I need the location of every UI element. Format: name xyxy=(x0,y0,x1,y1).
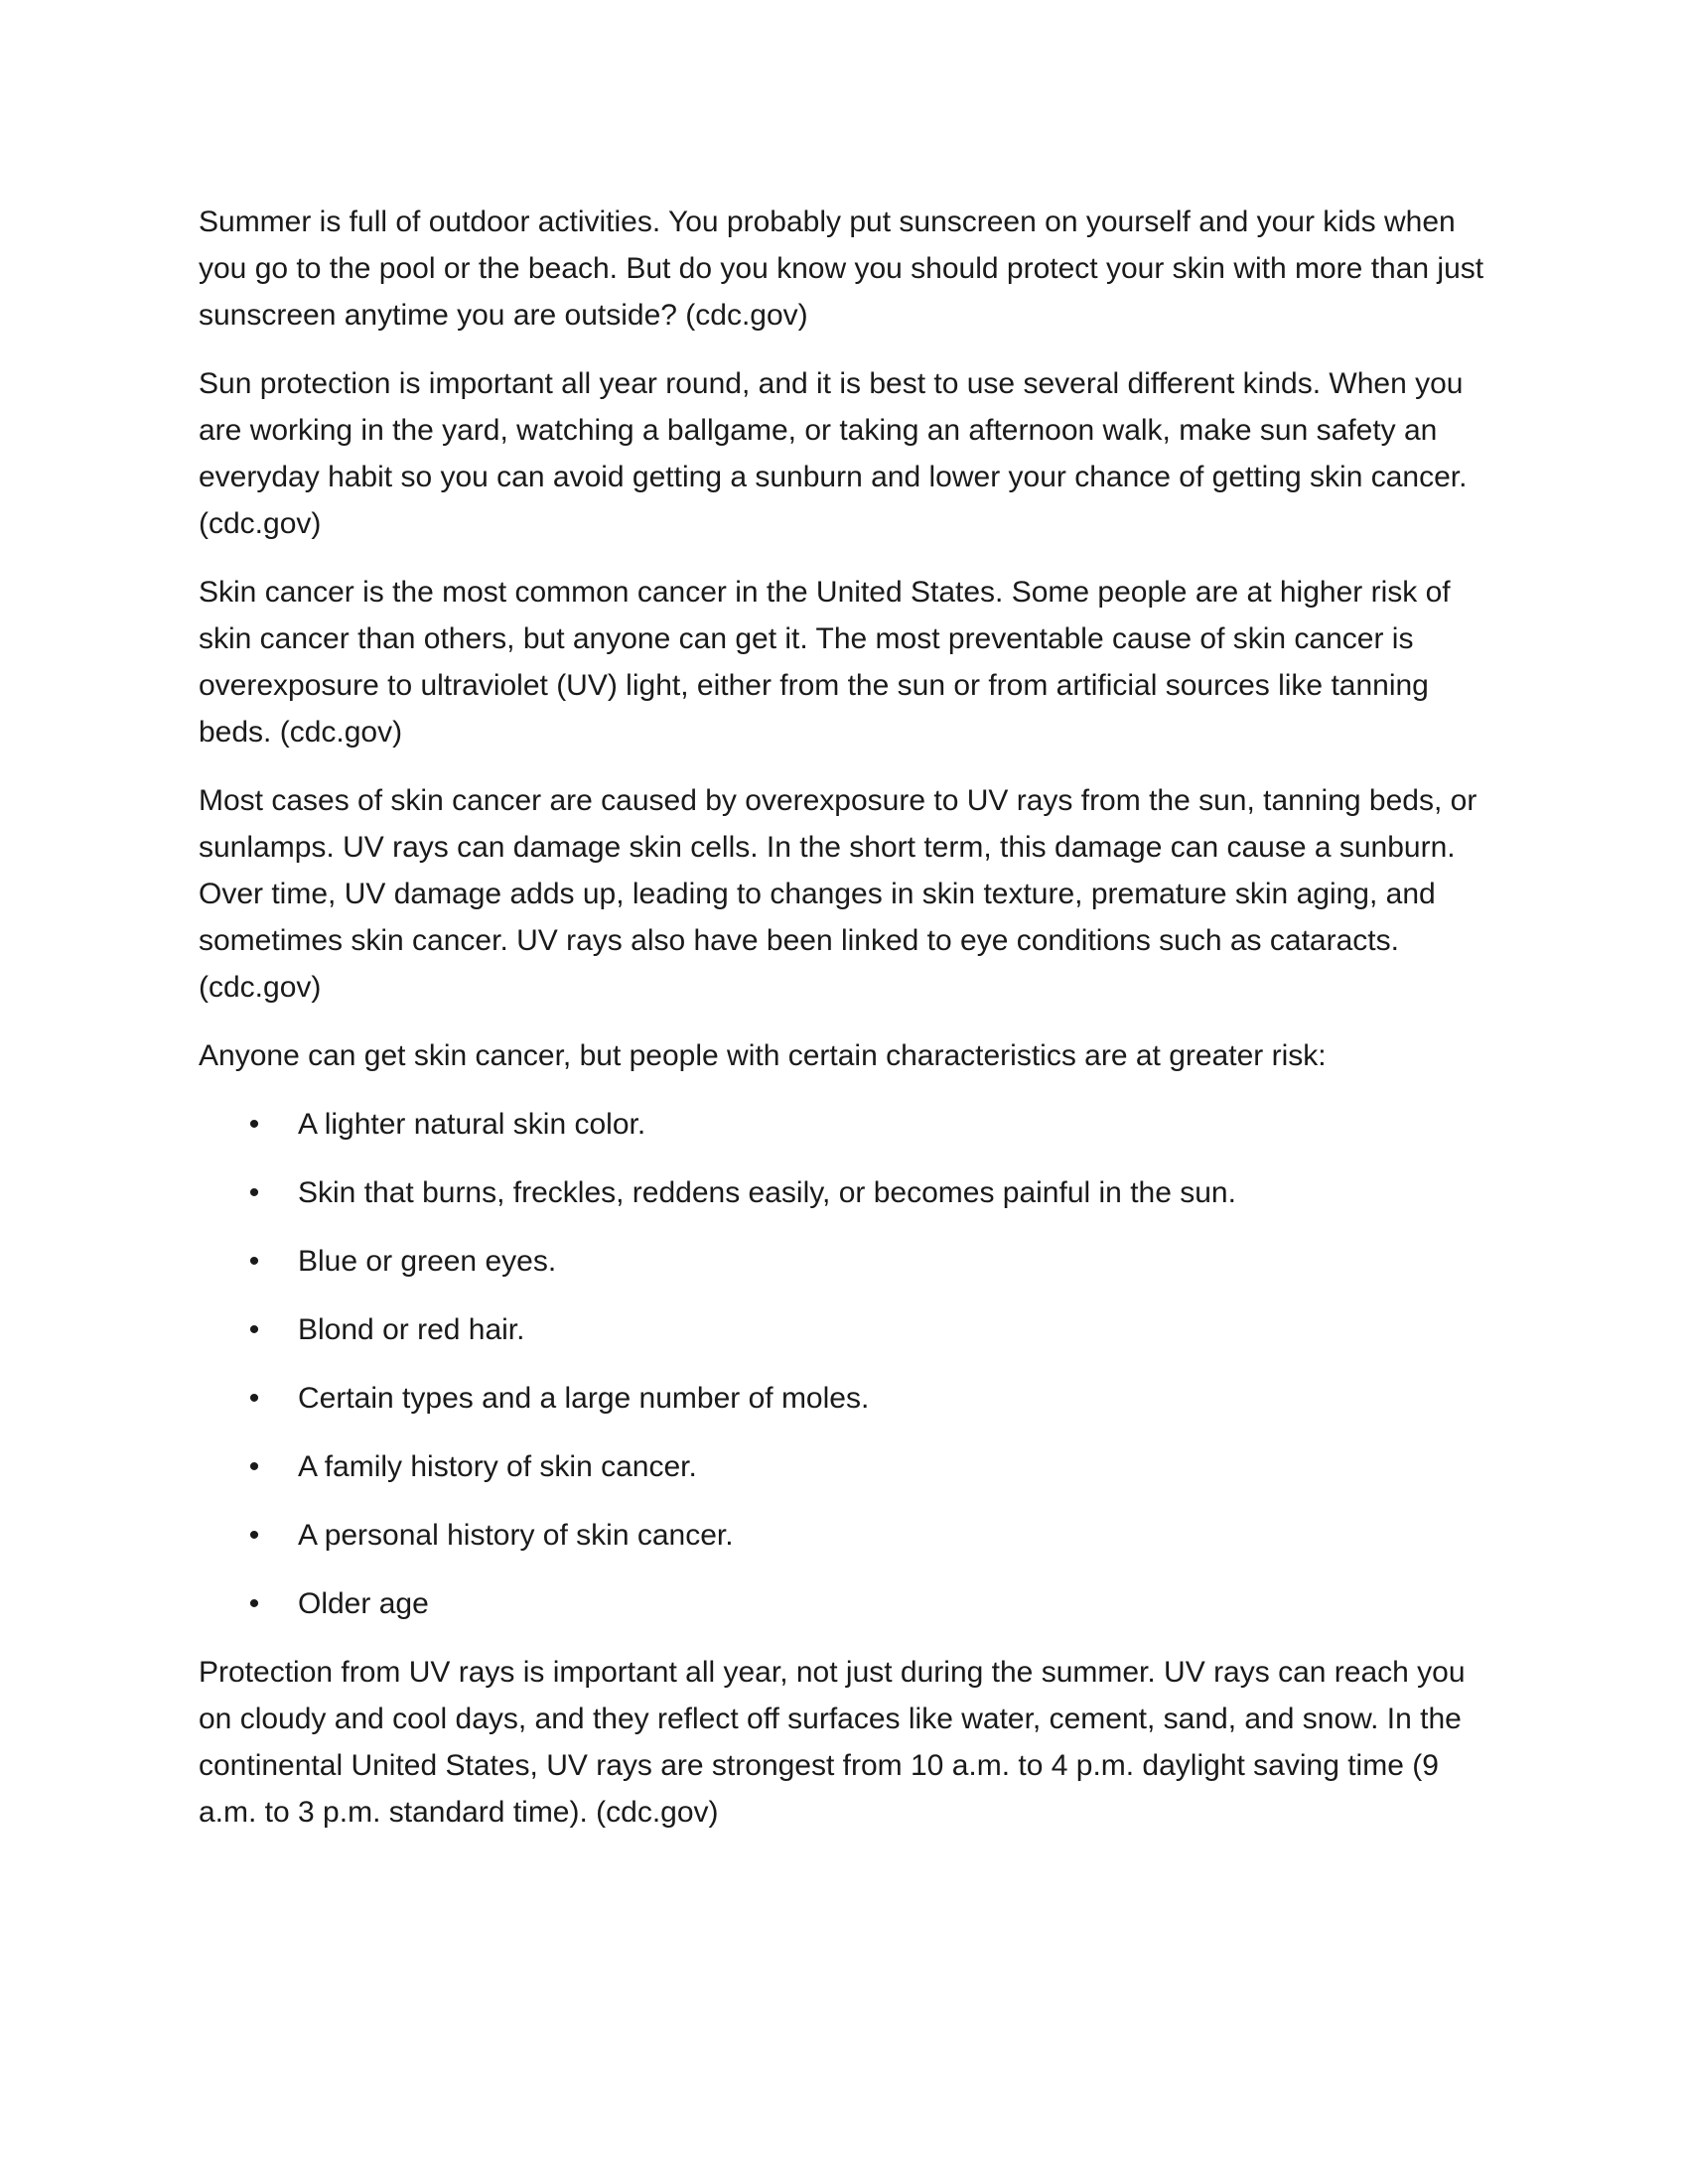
bullet-icon: • xyxy=(248,1587,260,1620)
paragraph-risk-intro: Anyone can get skin cancer, but people with certain characteristics are at greater risk: xyxy=(199,1039,1327,1072)
list-item xyxy=(199,1443,1489,1490)
bullet-icon: • xyxy=(248,1519,260,1552)
list-item xyxy=(199,1238,1489,1285)
paragraph-sun-protection: Sun protection is important all year round, and it is best to use several different kinds. When you are working in the yard, watching a ballgame, or taking an afternoon walk, make sun safety an everyday habit so you can avoid getting a sunburn and lower your chance of getting skin cancer. (cdc.gov) xyxy=(199,367,1468,540)
list-item xyxy=(199,1512,1489,1559)
list-item xyxy=(199,1580,1489,1627)
list-item-text: A family history of skin cancer. xyxy=(298,1450,697,1483)
paragraph-uv-damage: Most cases of skin cancer are caused by overexposure to UV rays from the sun, tanning beds, or sunlamps. UV rays can damage skin cells. In the short term, this damage can cause a sunburn. Over time, UV damage adds up, leading to changes in skin texture, premature skin aging, and sometimes skin cancer. UV rays also have been linked to eye conditions such as cataracts. (cdc.gov) xyxy=(199,784,1477,1004)
list-item xyxy=(199,1101,1489,1148)
list-item-text: A lighter natural skin color. xyxy=(298,1108,646,1141)
list-item-text: A personal history of skin cancer. xyxy=(298,1519,734,1552)
list-item-text: Blond or red hair. xyxy=(298,1313,525,1346)
bullet-icon: • xyxy=(248,1108,260,1141)
paragraph-summer-activities: Summer is full of outdoor activities. You probably put sunscreen on yourself and your kids when you go to the pool or the beach. But do you know you should protect your skin with more than just sunscreen anytime you are outside? (cdc.gov) xyxy=(199,205,1484,332)
bullet-icon: • xyxy=(248,1176,260,1209)
bullet-icon: • xyxy=(248,1313,260,1346)
list-item-text: Certain types and a large number of moles. xyxy=(298,1382,870,1415)
document-body xyxy=(199,199,1489,1857)
list-item xyxy=(199,1169,1489,1216)
bullet-icon: • xyxy=(248,1382,260,1415)
paragraph-skin-cancer-common: Skin cancer is the most common cancer in the United States. Some people are at higher risk of skin cancer than others, but anyone can get it. The most preventable cause of skin cancer is overexposure to ultraviolet (UV) light, either from the sun or from artificial sources like tanning beds. (cdc.gov) xyxy=(199,576,1451,749)
bullet-icon: • xyxy=(248,1450,260,1483)
list-item-text: Blue or green eyes. xyxy=(298,1245,557,1278)
bullet-icon: • xyxy=(248,1245,260,1278)
list-item-text: Older age xyxy=(298,1587,429,1620)
risk-factor-list xyxy=(199,1101,1489,1627)
list-item xyxy=(199,1375,1489,1422)
list-item-text: Skin that burns, freckles, reddens easily, or becomes painful in the sun. xyxy=(298,1176,1236,1209)
paragraph-year-round-protection: Protection from UV rays is important all year, not just during the summer. UV rays can reach you on cloudy and cool days, and they reflect off surfaces like water, cement, sand, and snow. In the continental United States, UV rays are strongest from 10 a.m. to 4 p.m. daylight saving time (9 a.m. to 3 p.m. standard time). (cdc.gov) xyxy=(199,1656,1466,1829)
list-item xyxy=(199,1306,1489,1353)
